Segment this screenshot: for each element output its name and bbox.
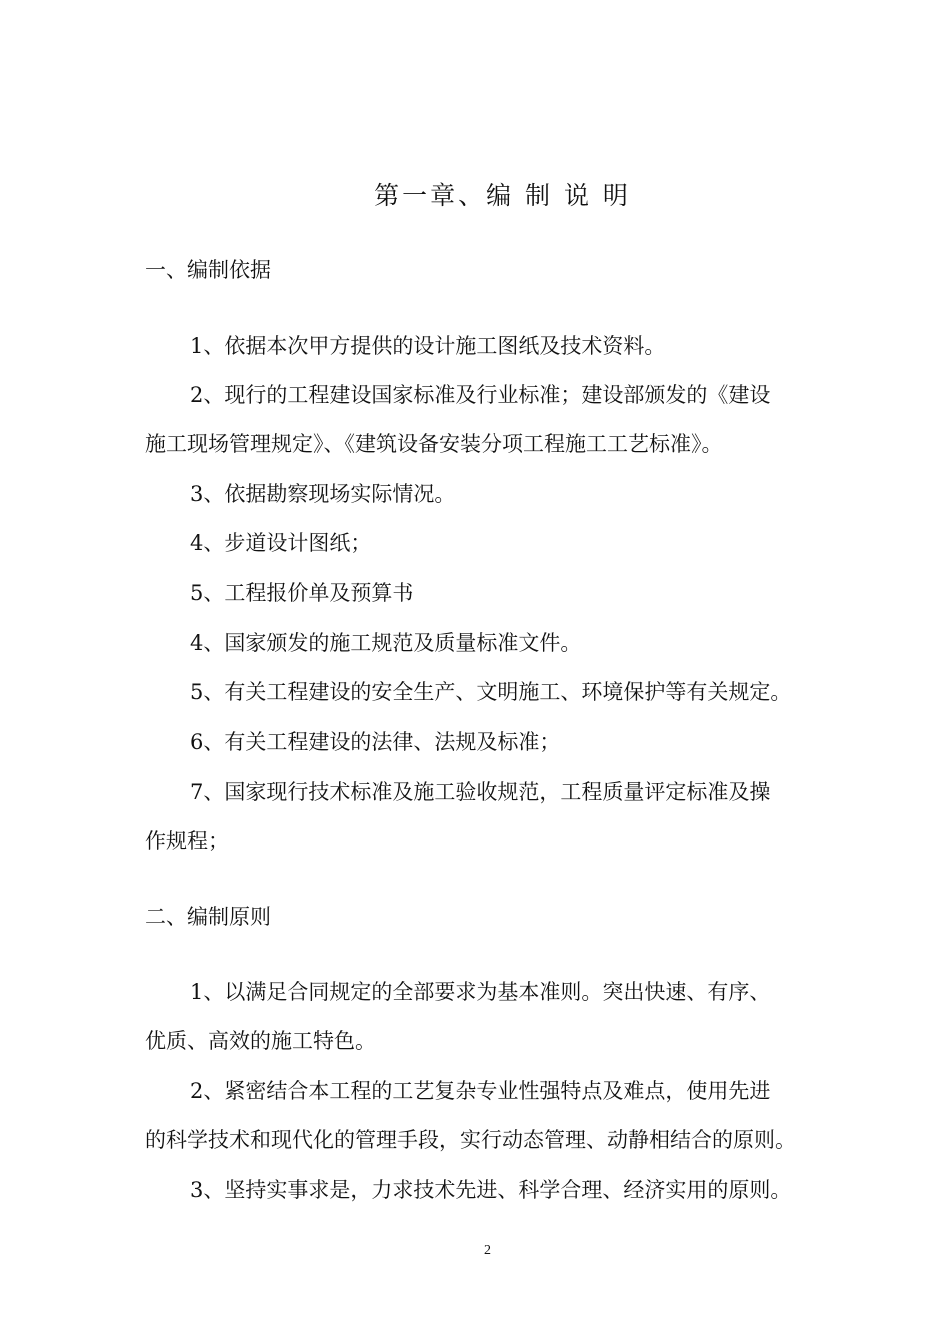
principle-item-3: 3、坚持实事求是，力求技术先进、科学合理、经济实用的原则。: [190, 1178, 792, 1202]
section-heading-basis: 一、编制依据: [145, 258, 271, 282]
basis-item-7-line-1: 7、国家现行技术标准及施工验收规范，工程质量评定标准及操: [190, 780, 771, 804]
basis-item-6: 6、有关工程建设的法律、法规及标准；: [190, 730, 561, 754]
section-heading-principles: 二、编制原则: [145, 905, 271, 929]
principle-item-1-line-2: 优质、高效的施工特色。: [145, 1029, 376, 1053]
basis-item-7-line-2: 作规程；: [145, 829, 229, 853]
page-number: 2: [484, 1243, 491, 1258]
basis-item-2-line-2: 施工现场管理规定》、《建筑设备安装分项工程施工工艺标准》。: [145, 432, 723, 456]
principle-item-2-line-1: 2、紧密结合本工程的工艺复杂专业性强特点及难点，使用先进: [190, 1079, 771, 1103]
basis-item-5: 5、工程报价单及预算书: [190, 581, 414, 605]
principle-item-2-line-2: 的科学技术和现代化的管理手段，实行动态管理、动静相结合的原则。: [145, 1128, 796, 1152]
basis-item-1: 1、依据本次甲方提供的设计施工图纸及技术资料。: [190, 334, 666, 358]
page-title: 第一章、编 制 说 明: [374, 181, 631, 210]
principle-item-1-line-1: 1、以满足合同规定的全部要求为基本准则。突出快速、有序、: [190, 980, 771, 1004]
basis-item-2-line-1: 2、现行的工程建设国家标准及行业标准；建设部颁发的《建设: [190, 383, 771, 407]
basis-item-3: 3、依据勘察现场实际情况。: [190, 482, 456, 506]
basis-item-4b: 4、国家颁发的施工规范及质量标准文件。: [190, 631, 582, 655]
basis-item-4: 4、步道设计图纸；: [190, 531, 372, 555]
basis-item-5b: 5、有关工程建设的安全生产、文明施工、环境保护等有关规定。: [190, 680, 792, 704]
